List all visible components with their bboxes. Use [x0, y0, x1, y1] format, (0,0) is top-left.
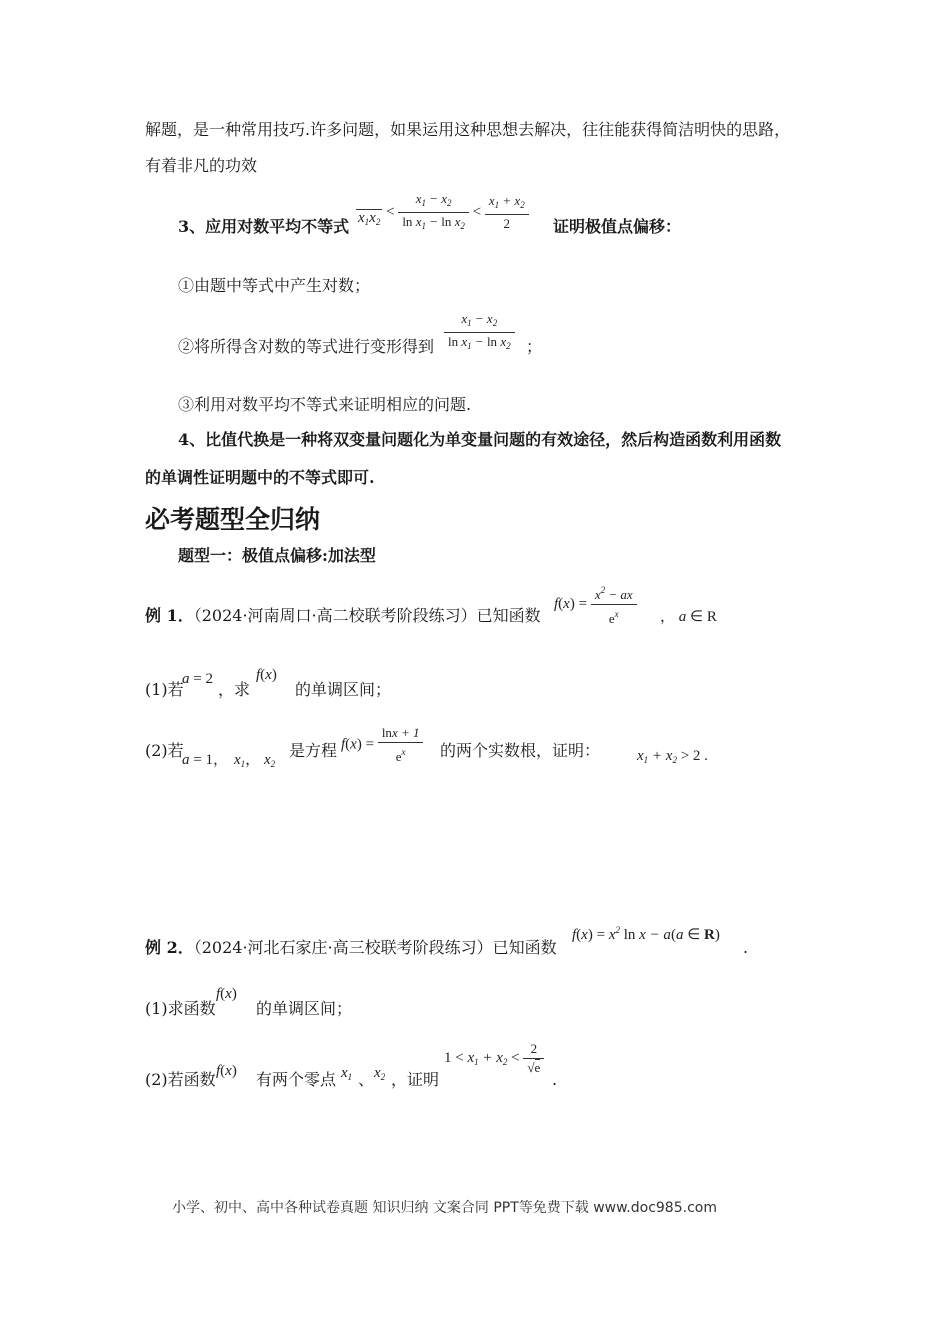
step-1: ①由题中等式中产生对数；	[178, 276, 371, 295]
example-1-label: 例 1．	[145, 606, 194, 625]
example-2-part-2-x2: $x_2$	[374, 1065, 386, 1082]
example-2-part-1-prefix: (1)求函数	[145, 999, 216, 1018]
example-1-domain: ， a ∈ R	[660, 609, 717, 625]
intro-line-2: 有着非凡的功效	[145, 156, 258, 175]
point-3-prefix: 3、应用对数平均不等式	[178, 217, 350, 236]
example-2-label: 例 2．	[145, 938, 194, 957]
example-1-part-1-mid: ，求	[218, 680, 251, 699]
example-2-header	[145, 937, 557, 959]
example-2-part-2-inequality: $1 < x_1 + x_2$ < $\frac{2}{√e}$	[444, 1040, 544, 1077]
section-title: 必考题型全归纳	[145, 505, 321, 534]
example-2-part-1-fx: f(x)	[216, 986, 237, 1002]
example-1-part-2-roots: $x_1$， $x_2$	[234, 752, 276, 769]
point-4-line-2: 的单调性证明题中的不等式即可.	[145, 468, 375, 487]
example-1-part-2-mid: 是方程	[289, 741, 338, 760]
intro-line-1: 解题，是一种常用技巧.许多问题，如果运用这种思想去解决，往往能获得简洁明快的思路，	[145, 120, 791, 139]
example-1-part-2-prefix: (2)若	[145, 741, 184, 760]
example-2-part-2-tail: ，证明	[391, 1070, 440, 1089]
page-footer: 小学、初中、高中各种试卷真题 知识归纳 文案合同 PPT等免费下载 www.doc985.com	[172, 1200, 717, 1216]
example-2-source: （2024·河北石家庄·高三校联考阶段练习）已知函数	[193, 938, 557, 957]
subsection-title: 题型一：极值点偏移:加法型	[178, 546, 376, 565]
example-2-part-1-suffix: 的单调区间；	[256, 999, 353, 1018]
example-1-part-2-inequality: $x_1 + x_2 > 2$ .	[637, 748, 708, 765]
log-mean-inequality: $x_1x_2$ < $\frac{x_1 - x_2}{\ln x_1 - \ln x_2}$ < $\frac{x_1 + x_2}{2}$	[356, 190, 529, 235]
example-2-period: .	[743, 938, 749, 957]
example-2-function: $f(x) = x^2$ ln x − a(a ∈ R)	[572, 925, 720, 943]
example-2-part-2-prefix: (2)若函数	[145, 1070, 216, 1089]
example-1-part-1-fx: f(x)	[256, 667, 277, 683]
example-1-part-2-suffix: 的两个实数根，证明：	[440, 741, 601, 760]
example-1-part-1-prefix: (1)若	[145, 680, 184, 699]
example-1-header	[145, 605, 541, 627]
step-2-suffix: ；	[526, 337, 543, 356]
example-2-part-2-mid: 有两个零点	[256, 1070, 337, 1089]
example-1-part-1-condition: a = 2	[182, 671, 213, 687]
example-1-source: （2024·河南周口·高二校联考阶段练习）已知函数	[193, 606, 541, 625]
step-3: ③利用对数平均不等式来证明相应的问题.	[178, 395, 472, 414]
step-2-prefix: ②将所得含对数的等式进行变形得到	[178, 337, 435, 356]
example-2-part-2-x1: $x_1$	[341, 1065, 353, 1082]
point-3-suffix: 证明极值点偏移：	[553, 217, 682, 236]
example-1-part-1-suffix: 的单调区间；	[295, 680, 392, 699]
example-2-end-period: .	[552, 1070, 558, 1089]
example-1-function: f(x) = $\frac{x^2 - ax}{e^x}$	[554, 581, 637, 628]
example-2-part-2-sep: 、	[358, 1070, 375, 1089]
point-4-line-1: 4、比值代换是一种将双变量问题化为单变量问题的有效途径，然后构造函数利用函数	[178, 430, 782, 449]
example-1-part-2-equation: f(x) = $\frac{\ln x + 1}{e^x}$	[341, 724, 423, 766]
example-1-part-2-condition: a = 1，	[182, 752, 228, 768]
log-ratio-fraction: $\frac{x_1 - x_2}{\ln x_1 - \ln x_2}$	[444, 310, 515, 355]
example-2-part-2-fx: f(x)	[216, 1063, 237, 1079]
